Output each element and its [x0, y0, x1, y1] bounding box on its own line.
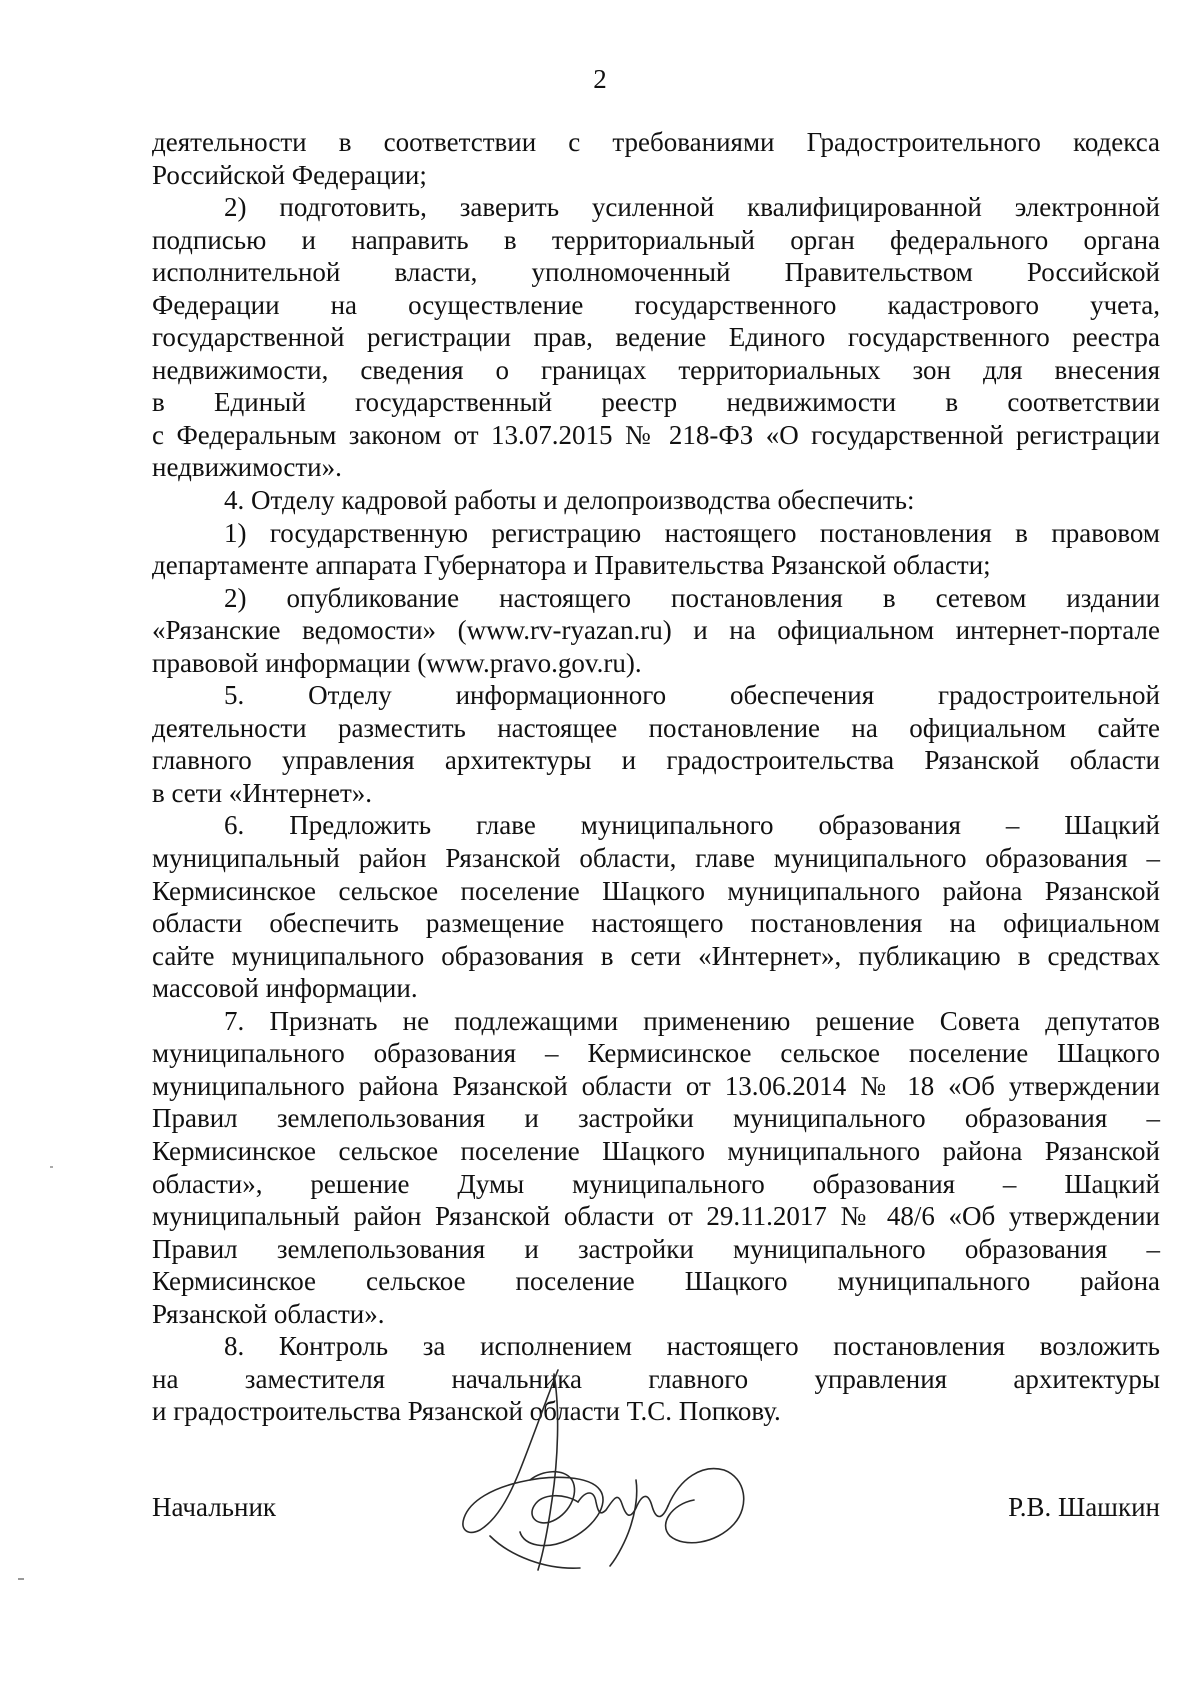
text-line: правовой информации (www.pravo.gov.ru).	[152, 647, 642, 678]
text-line: муниципальный район Рязанской области, главе муниципального образования –	[152, 843, 1160, 874]
margin-mark	[50, 1166, 53, 1168]
text-line: «Рязанские ведомости» (www.rv-ryazan.ru) и на официальном интернет-портале	[152, 615, 1160, 646]
text-line: Правил землепользования и застройки муниципального образования –	[152, 1233, 1160, 1264]
text-line: Федерации на осуществление государственного кадастрового учета,	[152, 289, 1160, 320]
page-number: 2	[593, 64, 607, 94]
text-line: подписью и направить в территориальный орган федерального органа	[152, 224, 1160, 255]
text-line: 4. Отделу кадровой работы и делопроизводства обеспечить:	[224, 485, 915, 516]
text-line: департаменте аппарата Губернатора и Правительства Рязанской области;	[152, 550, 991, 581]
text-line: недвижимости, сведения о границах территориальных зон для внесения	[152, 354, 1160, 385]
text-line: массовой информации.	[152, 973, 418, 1004]
text-line: исполнительной власти, уполномоченный Правительством Российской	[152, 257, 1160, 288]
text-line: сайте муниципального образования в сети «Интернет», публикацию в средствах	[152, 940, 1160, 971]
text-line: 1) государственную регистрацию настоящего постановления в правовом	[224, 517, 1160, 548]
text-line: области», решение Думы муниципального образования – Шацкий	[152, 1168, 1160, 1199]
text-line: 2) опубликование настоящего постановления в сетевом издании	[224, 582, 1160, 613]
text-line: Рязанской области».	[152, 1298, 385, 1329]
document-body	[152, 126, 1160, 1428]
text-line: на заместителя начальника главного управления архитектуры	[152, 1363, 1160, 1394]
text-line: Кермисинское сельское поселение Шацкого муниципального района	[152, 1266, 1160, 1297]
text-line: Кермисинское сельское поселение Шацкого муниципального района Рязанской	[152, 1135, 1160, 1166]
text-line: 7. Признать не подлежащими применению решение Совета депутатов	[224, 1005, 1160, 1036]
margin-mark	[18, 1578, 24, 1580]
text-line: 6. Предложить главе муниципального образования – Шацкий	[224, 810, 1160, 841]
text-line: муниципальный район Рязанской области от 29.11.2017 № 48/6 «Об утверждении	[152, 1201, 1160, 1232]
text-line: области обеспечить размещение настоящего постановления на официальном	[152, 908, 1160, 939]
signatory-name: Р.В. Шашкин	[1008, 1492, 1160, 1522]
text-line: и градостроительства Рязанской области Т.С. Попкову.	[152, 1396, 781, 1427]
text-line: недвижимости».	[152, 452, 342, 483]
text-line: муниципального образования – Кермисинское сельское поселение Шацкого	[152, 1038, 1160, 1069]
text-line: главного управления архитектуры и градостроительства Рязанской области	[152, 745, 1160, 776]
text-line: 2) подготовить, заверить усиленной квалифицированной электронной	[224, 192, 1160, 223]
text-line: в Единый государственный реестр недвижимости в соответствии	[152, 387, 1160, 418]
text-line: 8. Контроль за исполнением настоящего постановления возложить	[224, 1331, 1160, 1362]
text-line: Кермисинское сельское поселение Шацкого муниципального района Рязанской	[152, 875, 1160, 906]
text-line: Российской Федерации;	[152, 159, 427, 190]
text-line: государственной регистрации прав, ведение Единого государственного реестра	[152, 322, 1160, 353]
signatory-title: Начальник	[152, 1492, 277, 1522]
signature-block	[152, 1475, 1160, 1595]
text-line: муниципального района Рязанской области от 13.06.2014 № 18 «Об утверждении	[152, 1070, 1160, 1101]
text-line: Правил землепользования и застройки муниципального образования –	[152, 1103, 1160, 1134]
text-line: деятельности в соответствии с требованиями Градостроительного кодекса	[152, 127, 1160, 157]
text-line: 5. Отделу информационного обеспечения градостроительной	[224, 680, 1160, 711]
text-line: с Федеральным законом от 13.07.2015 № 218-ФЗ «О государственной регистрации	[152, 419, 1160, 450]
text-line: деятельности разместить настоящее постановление на официальном сайте	[152, 712, 1160, 743]
text-line: в сети «Интернет».	[152, 777, 373, 808]
